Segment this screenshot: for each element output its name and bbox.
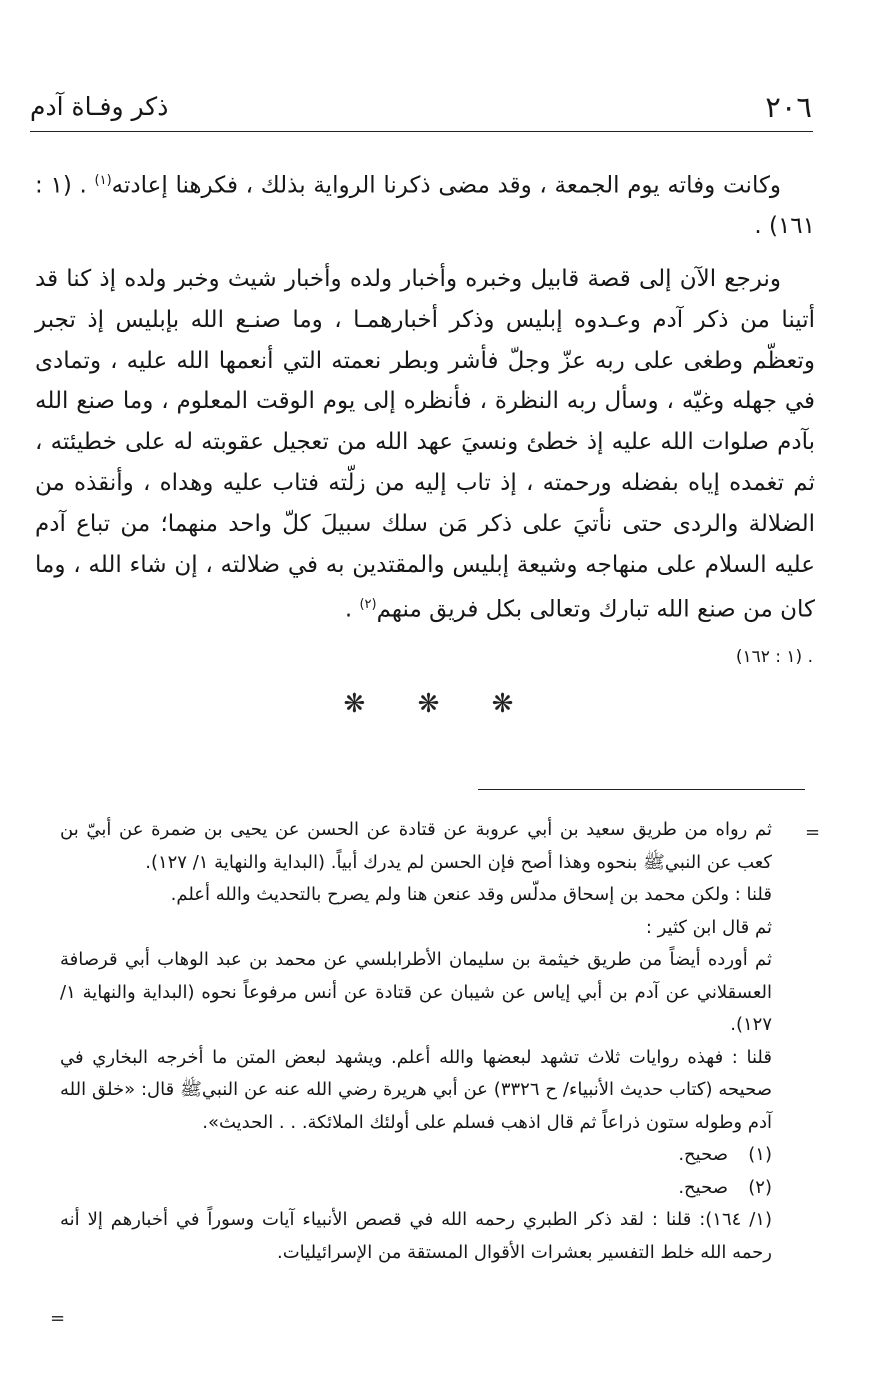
- page-number: ٢٠٦: [765, 90, 812, 124]
- footnotes: [60, 814, 772, 1269]
- para2-end: .: [344, 597, 360, 624]
- footnote-text: صحيح.: [678, 1144, 728, 1165]
- para2-text: ونرجع الآن إلى قصة قابيل وخبره وأخبار ولده وأخبار شيث وخبر ولده إذ كنا قد أتينا من ذكر آدم وعـدوه إبليس وذكر أخبارهمـا ، وما صنـع الله بإبليس إذ تجبر وتعظّم وطغى على ربه عزّ وجلّ فأشر وبطر نعمته التي أنعمها الله عليه ، وتمادى في جهله وغيّه ، وسأل ربه النظرة ، فأنظره إلى يوم الوقت المعلوم ، وما صنع الله بآدم صلوات الله عليه إذ خطئ ونسيَ عهد الله من تعجيل عقوبته له على خطيئته ، ثم تغمده إياه بفضله ورحمته ، إذ تاب إليه من زلّته فتاب عليه وهداه ، وأنقذه من الضلالة والردى حتى نأتيَ على ذكر مَن سلك سبيلَ كلّ واحد منهما؛ من تباع آدم عليه السلام على منهاجه وشيعة إبليس والمقتدين به في ضلالته ، إن شاء الله ، وما كان من صنع الله تبارك وتعالى بكل فريق منهم: [35, 266, 815, 624]
- footnote-line: قلنا : ولكن محمد بن إسحاق مدلّس وقد عنعن هنا ولم يصرح بالتحديث والله أعلم.: [170, 884, 772, 905]
- body-paragraph-1: [35, 161, 815, 247]
- body-paragraph-2: [35, 259, 815, 631]
- footnote-line: ثم قال ابن كثير :: [645, 916, 772, 938]
- footnote-marker-1: (١): [94, 173, 112, 188]
- footnote-rule: [478, 789, 805, 790]
- footnote-number: (٢): [748, 1176, 772, 1198]
- footnote-line: (١/ ١٦٤): قلنا : لقد ذكر الطبري رحمه الله في قصص الأنبياء آيات وسوراً في أخبارهم إلا أنه رحمه الله خلط التفسير بعشرات الأقوال المستقة من الإسرائيليات.: [60, 1209, 772, 1263]
- continuation-mark: =: [805, 822, 821, 843]
- footnote-line: ثم رواه من طريق سعيد بن أبي عروبة عن قتادة عن الحسن عن يحيى بن ضمرة عن أبيّ بن كعب عن النبيﷺ بنحوه وهذا أصح فإن الحسن لم يدرك أبياً. (البداية والنهاية ١/ ١٢٧).: [60, 819, 772, 873]
- page-header: [30, 90, 812, 130]
- header-rule: [30, 131, 813, 132]
- running-title: ذكر وفـاة آدم: [30, 92, 169, 121]
- para1-text: وكانت وفاته يوم الجمعة ، وقد مضى ذكرنا الرواية بذلك ، فكرهنا إعادته: [111, 172, 782, 199]
- end-mark: =: [50, 1308, 66, 1329]
- footnote-line: ثم أورده أيضاً من طريق خيثمة بن سليمان الأطرابلسي عن محمد بن عبد الوهاب أبي قرصافة العسقلاني عن آدم بن أبي إياس عن شيبان عن قتادة عن أنس مرفوعاً نحوه (البداية والنهاية ١/ ١٢٧).: [60, 949, 772, 1035]
- reference-line: . (١ : ١٦٢): [735, 647, 813, 667]
- footnote-line: قلنا : فهذه روايات ثلاث تشهد لبعضها والله أعلم. ويشهد لبعض المتن ما أخرجه البخاري في صحيحه (كتاب حديث الأنبياء/ ح ٣٣٢٦) عن أبي هريرة رضي الله عنه عن النبيﷺ قال: «خلق الله آدم وطوله ستون ذراعاً ثم قال اذهب فسلم على أولئك الملائكة. . . الحديث».: [60, 1046, 772, 1133]
- footnote-2: [60, 1172, 772, 1205]
- footnote-1: [60, 1139, 772, 1172]
- section-separator: ❋ ❋ ❋: [343, 689, 536, 719]
- para1-ref: . (١ : ١٦١) .: [35, 172, 815, 240]
- footnote-text: صحيح.: [678, 1176, 728, 1198]
- footnote-number: (١): [748, 1144, 772, 1165]
- footnote-marker-2: (٢): [359, 597, 377, 613]
